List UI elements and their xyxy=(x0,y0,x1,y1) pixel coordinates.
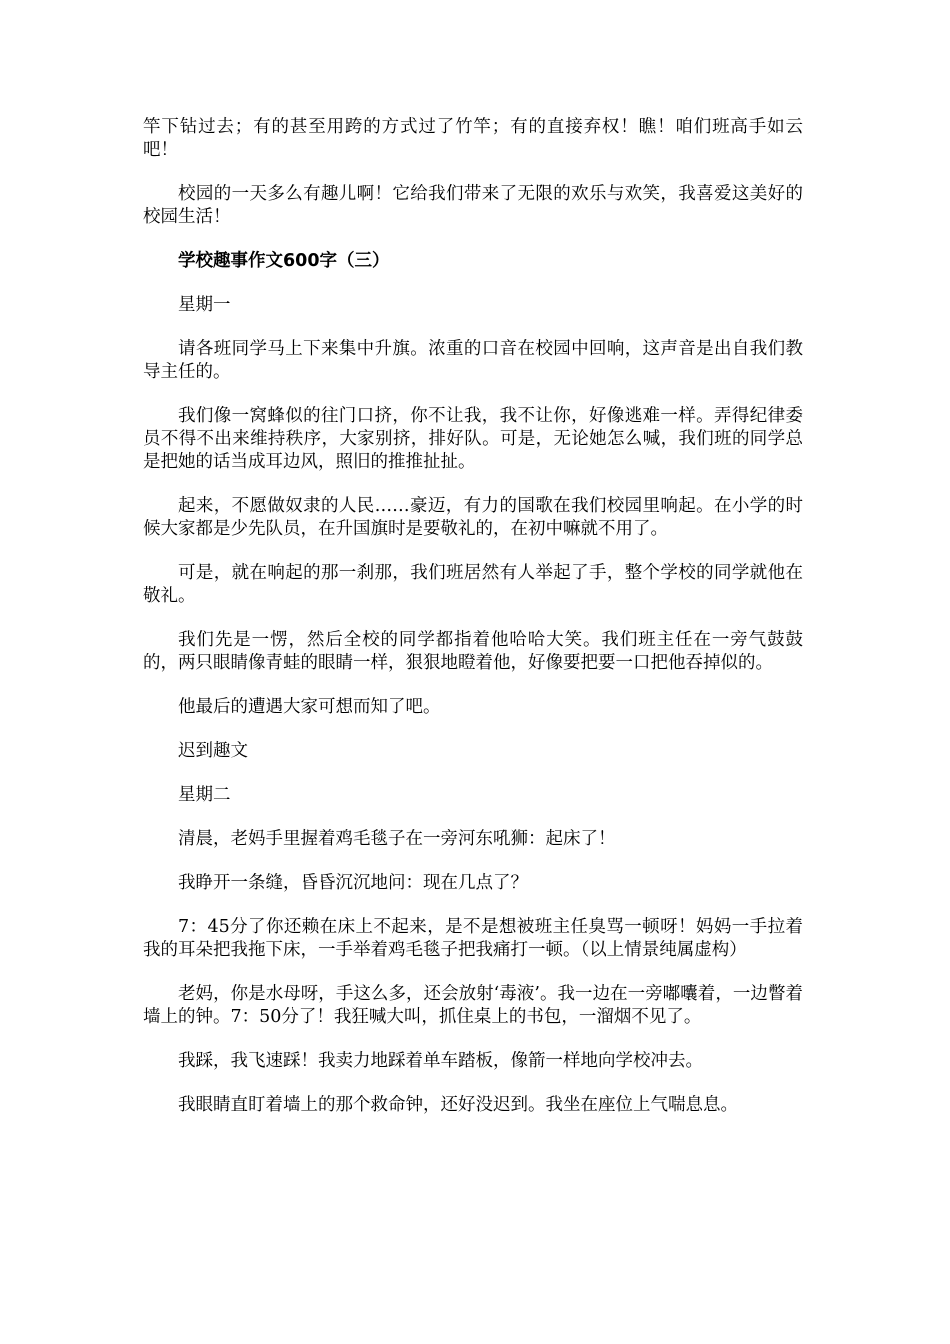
paragraph: 我们先是一愣，然后全校的同学都指着他哈哈大笑。我们班主任在一旁气鼓鼓的，两只眼睛像青蛙的眼睛一样，狠狠地瞪着他，好像要把要一口把他吞掉似的。 xyxy=(143,630,803,673)
paragraph: 我睁开一条缝，昏昏沉沉地问：现在几点了？ xyxy=(178,873,528,893)
section-heading: 学校趣事作文600字（三） xyxy=(178,251,390,271)
paragraph: 我踩，我飞速踩！我卖力地踩着单车踏板，像箭一样地向学校冲去。 xyxy=(178,1051,703,1071)
paragraph: 清晨，老妈手里握着鸡毛毯子在一旁河东吼狮：起床了！ xyxy=(178,829,616,849)
paragraph: 他最后的遭遇大家可想而知了吧。 xyxy=(178,697,441,717)
paragraph: 老妈，你是水母呀，手这么多，还会放射‘毒液’。我一边在一旁嘟囔着，一边瞥着墙上的钟。7：50分了！我狂喊大叫，抓住桌上的书包，一溜烟不见了。 xyxy=(143,984,803,1027)
paragraph-continuation: 竿下钻过去；有的甚至用跨的方式过了竹竿；有的直接弃权！瞧！咱们班高手如云吧！ xyxy=(143,117,803,160)
paragraph-day-label: 星期一 xyxy=(178,295,231,315)
paragraph: 7：45分了你还赖在床上不起来，是不是想被班主任臭骂一顿呀！妈妈一手拉着我的耳朵把我拖下床，一手举着鸡毛毯子把我痛打一顿。（以上情景纯属虚构） xyxy=(143,917,803,960)
paragraph: 我眼睛直盯着墙上的那个救命钟，还好没迟到。我坐在座位上气喘息息。 xyxy=(178,1095,738,1115)
document-body xyxy=(143,116,803,1138)
paragraph: 可是，就在响起的那一刹那，我们班居然有人举起了手，整个学校的同学就他在敬礼。 xyxy=(143,563,803,606)
paragraph: 请各班同学马上下来集中升旗。浓重的口音在校园中回响，这声音是出自我们教导主任的。 xyxy=(143,339,803,382)
paragraph-subtitle: 迟到趣文 xyxy=(178,741,248,761)
paragraph: 起来，不愿做奴隶的人民……豪迈，有力的国歌在我们校园里响起。在小学的时候大家都是少先队员，在升国旗时是要敬礼的，在初中嘛就不用了。 xyxy=(143,496,803,539)
paragraph: 校园的一天多么有趣儿啊！它给我们带来了无限的欢乐与欢笑，我喜爱这美好的校园生活！ xyxy=(143,184,803,227)
paragraph: 我们像一窝蜂似的往门口挤，你不让我，我不让你，好像逃难一样。弄得纪律委员不得不出来维持秩序，大家别挤，排好队。可是，无论她怎么喊，我们班的同学总是把她的话当成耳边风，照旧的推推扯扯。 xyxy=(143,406,803,472)
paragraph-day-label: 星期二 xyxy=(178,785,231,805)
